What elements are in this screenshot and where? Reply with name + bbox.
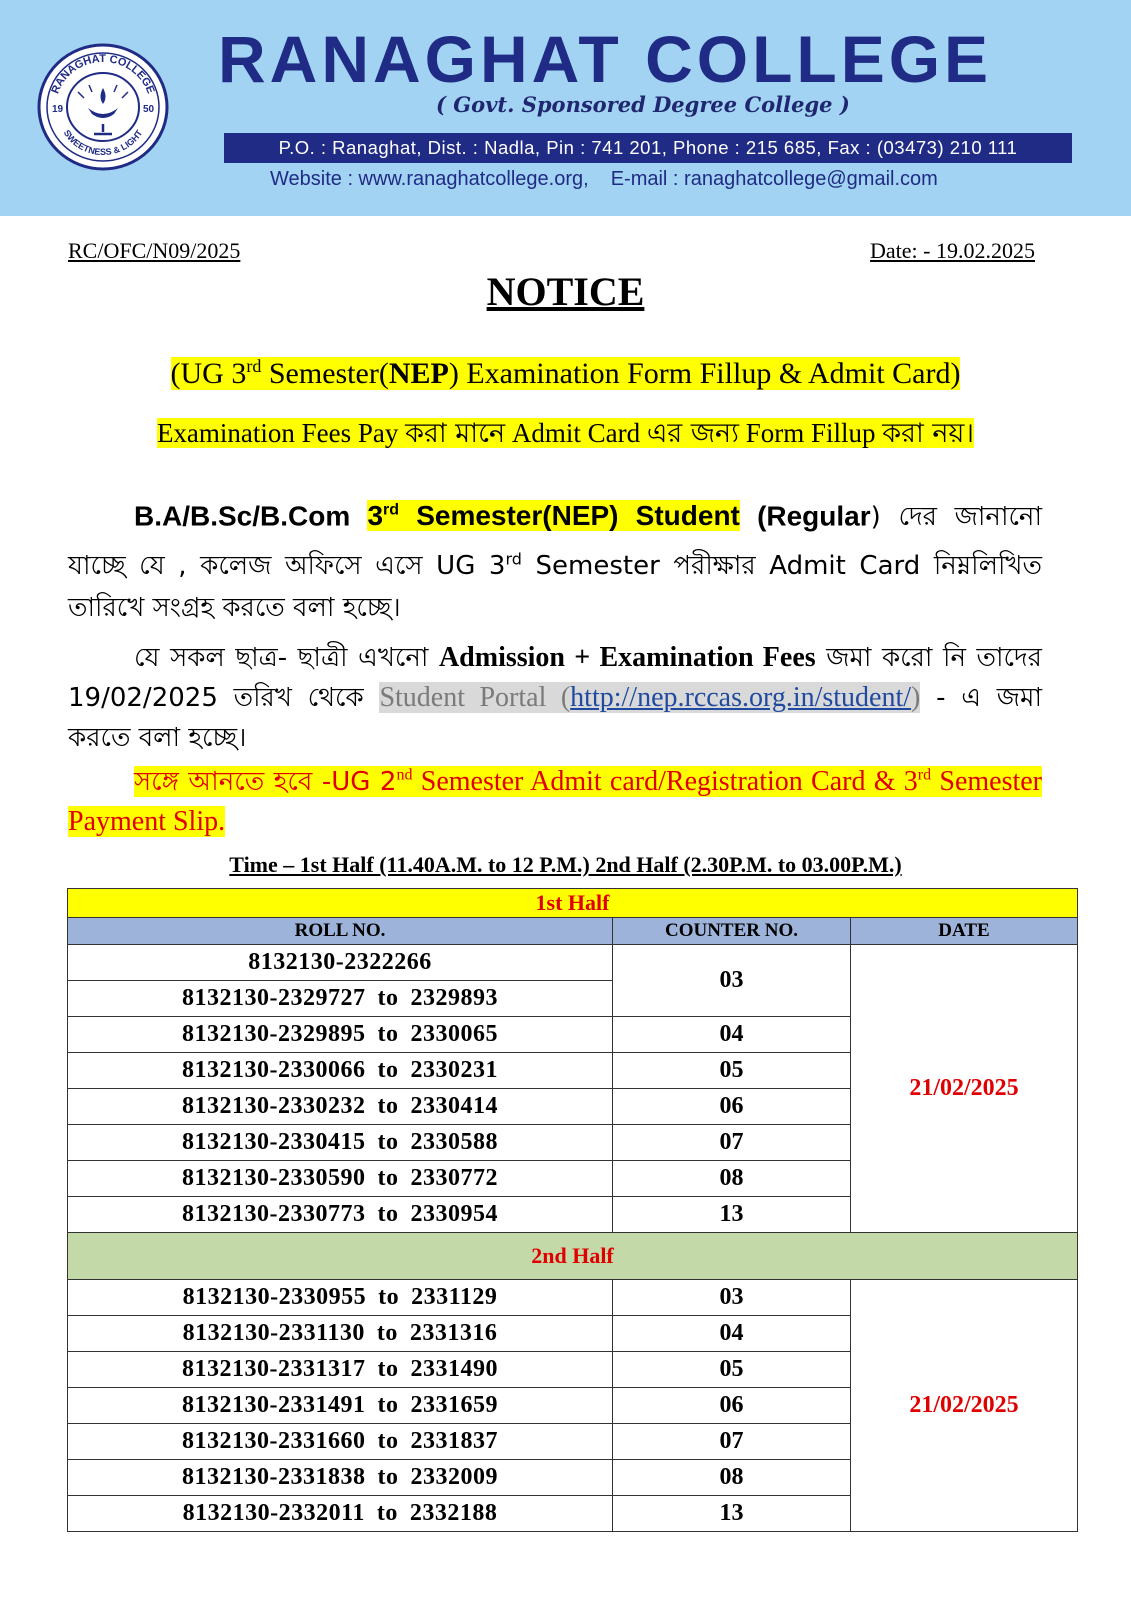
admit-card-schedule-table: [67, 888, 1078, 1532]
counter-number: 03: [613, 1280, 851, 1316]
roll-range: 8132130-2331660 to 2331837: [68, 1424, 613, 1460]
first-half-label: 1st Half: [68, 889, 1078, 918]
counter-number: 06: [613, 1388, 851, 1424]
roll-range: 8132130-2329727 to 2329893: [68, 981, 613, 1017]
roll-range: 8132130-2332011 to 2332188: [68, 1496, 613, 1532]
counter-number: 04: [613, 1017, 851, 1053]
email-label[interactable]: E-mail : ranaghatcollege@gmail.com: [610, 168, 938, 190]
counter-number: 07: [613, 1125, 851, 1161]
college-subtitle: ( Govt. Sponsored Degree College ): [436, 92, 850, 117]
exam-form-line: (UG 3rd Semester(NEP) Examination Form Fillup & Admit Card): [170, 356, 961, 390]
roll-range: 8132130-2331491 to 2331659: [68, 1388, 613, 1424]
counter-number: 07: [613, 1424, 851, 1460]
fees-pay-line: Examination Fees Pay করা মানে Admit Card এর জন্য Form Fillup করা নয়।: [156, 418, 975, 449]
counter-no-header: COUNTER NO.: [613, 918, 851, 945]
counter-number: 03: [613, 945, 851, 1017]
paragraph-fees: যে সকল ছাত্র- ছাত্রী এখনো Admission + Examination Fees জমা করো নি তাদের 19/02/2025 তরিখ থেকে Student Portal (http://nep.rccas.org.in/student/) - এ জমা করতে বলা হচ্ছে।: [68, 642, 1043, 753]
roll-range: 8132130-2331130 to 2331316: [68, 1316, 613, 1352]
student-portal-link[interactable]: Student Portal (http://nep.rccas.org.in/student/): [379, 682, 921, 713]
roll-range: 8132130-2329895 to 2330065: [68, 1017, 613, 1053]
seal-year-left: 19: [52, 104, 64, 115]
header-banner: [0, 0, 1131, 216]
paragraph-admit-card: B.A/B.Sc/B.Com 3rd Semester(NEP) Student (Regular) দের জানানো যাচ্ছে যে , কলেজ অফিসে এসে UG 3rd Semester পরীক্ষার Admit Card নিম্নলিখিত তারিখে সংগ্রহ করতে বলা হচ্ছে।: [68, 500, 1042, 623]
counter-number: 08: [613, 1161, 851, 1197]
roll-range: 8132130-2331838 to 2332009: [68, 1460, 613, 1496]
time-schedule: Time – 1st Half (11.40A.M. to 12 P.M.) 2nd Half (2.30P.M. to 03.00P.M.): [229, 852, 902, 877]
roll-range: 8132130-2330773 to 2330954: [68, 1197, 613, 1233]
counter-number: 13: [613, 1496, 851, 1532]
counter-number: 04: [613, 1316, 851, 1352]
notice-title: NOTICE: [486, 269, 645, 314]
contact-line: [270, 168, 938, 191]
table-row: [68, 1280, 1078, 1316]
roll-range: 8132130-2330232 to 2330414: [68, 1089, 613, 1125]
address-bar: P.O. : Ranaghat, Dist. : Nadla, Pin : 741 201, Phone : 215 685, Fax : (03473) 210 111: [224, 133, 1072, 163]
seal-year-right: 50: [143, 104, 155, 115]
distribution-date: 21/02/2025: [851, 945, 1078, 1233]
table-row: [68, 945, 1078, 981]
seal-text-bottom: SWEETNESS & LIGHT: [61, 128, 145, 158]
roll-range: 8132130-2330955 to 2331129: [68, 1280, 613, 1316]
notice-date: Date: - 19.02.2025: [870, 238, 1035, 263]
counter-number: 06: [613, 1089, 851, 1125]
counter-number: 05: [613, 1352, 851, 1388]
roll-no-header: ROLL NO.: [68, 918, 613, 945]
counter-number: 05: [613, 1053, 851, 1089]
roll-range: 8132130-2330590 to 2330772: [68, 1161, 613, 1197]
college-name: RANAGHAT COLLEGE: [218, 22, 993, 96]
roll-range: 8132130-2331317 to 2331490: [68, 1352, 613, 1388]
counter-number: 13: [613, 1197, 851, 1233]
seal-text-top: RANAGHAT COLLEGE: [49, 52, 157, 96]
roll-range: 8132130-2330066 to 2330231: [68, 1053, 613, 1089]
website-label[interactable]: Website : www.ranaghatcollege.org,: [270, 168, 589, 190]
distribution-date: 21/02/2025: [851, 1280, 1078, 1532]
second-half-label: 2nd Half: [68, 1233, 1078, 1280]
college-seal-icon: [36, 42, 170, 172]
date-header: DATE: [851, 918, 1078, 945]
reference-number: RC/OFC/N09/2025: [68, 238, 241, 263]
roll-range: 8132130-2322266: [68, 945, 613, 981]
paragraph-bring-documents: সঙ্গে আনতে হবে -UG 2nd Semester Admit card/Registration Card & 3rd Semester Payment Slip.: [68, 766, 1043, 838]
roll-range: 8132130-2330415 to 2330588: [68, 1125, 613, 1161]
counter-number: 08: [613, 1460, 851, 1496]
